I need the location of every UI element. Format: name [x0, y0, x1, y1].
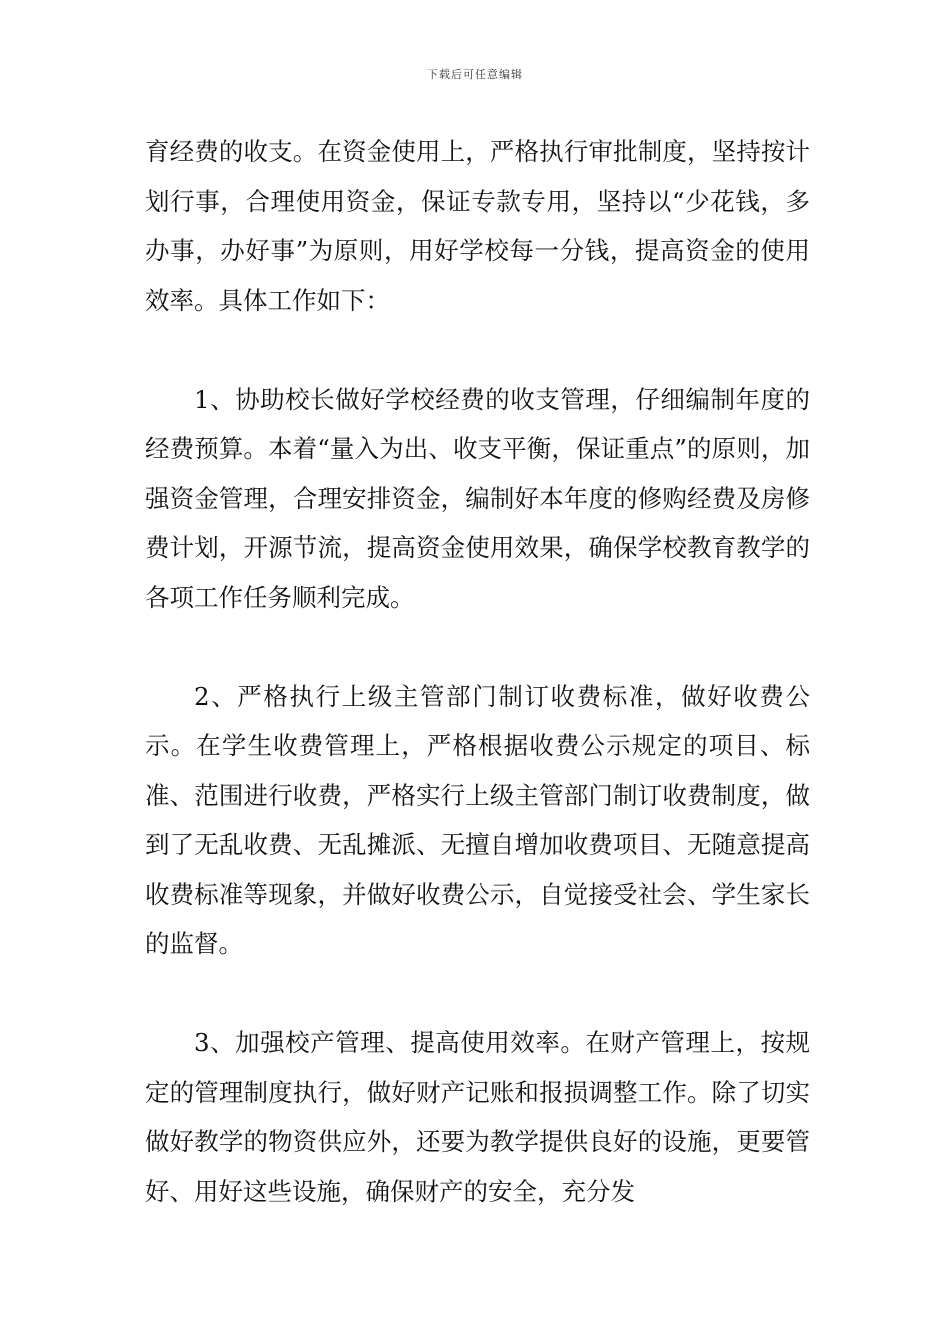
paragraph-spacer: [145, 969, 810, 1019]
paragraph-spacer: [145, 622, 810, 672]
paragraph-item-3: 3、加强校产管理、提高使用效率。在财产管理上，按规定的管理制度执行，做好财产记账和报损调整工作。除了切实做好教学的物资供应外，还要为教学提供良好的设施，更要管好、用好这些设施，确保财产的安全，充分发: [145, 1028, 810, 1206]
page-header-note: 下载后可任意编辑: [427, 68, 523, 81]
paragraph-spacer: [145, 325, 810, 375]
document-body: [145, 127, 810, 1216]
paragraph-continuation: 育经费的收支。在资金使用上，严格执行审批制度，坚持按计划行事，合理使用资金，保证专款专用，坚持以“少花钱，多办事，办好事”为原则，用好学校每一分钱，提高资金的使用效率。具体工作如下：: [145, 137, 810, 315]
paragraph-item-1: 1、协助校长做好学校经费的收支管理，仔细编制年度的经费预算。本着“量入为出、收支平衡，保证重点”的原则，加强资金管理，合理安排资金，编制好本年度的修购经费及房修费计划，开源节流，提高资金使用效果，确保学校教育教学的各项工作任务顺利完成。: [145, 384, 810, 612]
paragraph-item-2: 2、严格执行上级主管部门制订收费标准，做好收费公示。在学生收费管理上，严格根据收费公示规定的项目、标准、范围进行收费，严格实行上级主管部门制订收费制度，做到了无乱收费、无乱摊派、无擅自增加收费项目、无随意提高收费标准等现象，并做好收费公示，自觉接受社会、学生家长的监督。: [145, 681, 810, 958]
